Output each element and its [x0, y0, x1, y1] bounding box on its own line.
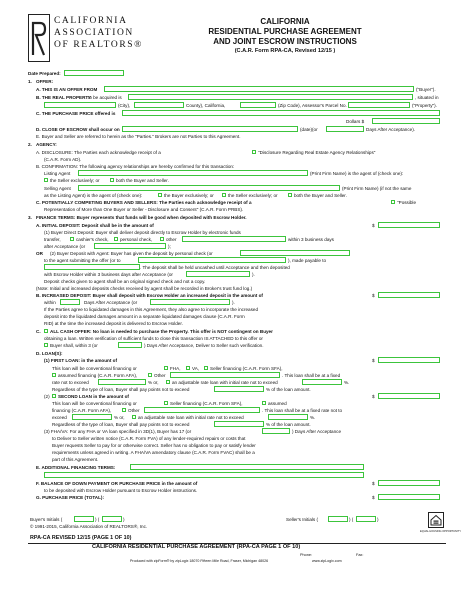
other-financing-checkbox[interactable]: [148, 373, 152, 377]
additional-financing-field[interactable]: [130, 464, 364, 470]
selling-buyer-label: the Buyer exclusively; or: [164, 193, 214, 198]
s1d-label: D. CLOSE OF ESCROW shall occur on: [36, 127, 120, 132]
assumed-financing-checkbox[interactable]: [52, 373, 56, 377]
fha-checkbox[interactable]: [164, 366, 168, 370]
date-prepared-label: Date Prepared:: [28, 71, 61, 76]
listing-agent-label: Listing Agent: [44, 171, 71, 176]
s3c-line2: obtaining a loan. Written verification of sufficient funds to close this transaction IS ATTACHED to this offer or: [44, 336, 263, 341]
s3a2-held: . The deposit shall be held uncashed until Acceptance and then deposited: [140, 265, 290, 270]
s3d1-arm-pct: %.: [344, 380, 350, 385]
increased-deposit-days-field[interactable]: [60, 299, 80, 305]
s3d3-line4: requirements unless agreed in writing. A FHA/VA amendatory clause (C.A.R. Form FVAC) shall be a: [52, 450, 255, 455]
listing-both-label: both the Buyer and Seller.: [116, 178, 169, 183]
s1b-end: , situated in: [415, 95, 439, 100]
other-payment-label: other: [166, 237, 177, 242]
s1a-label: A. THIS IS AN OFFER FROM: [36, 87, 98, 92]
county-field[interactable]: [134, 102, 184, 108]
assumed-financing-label: assumed financing (C.A.R. Form AFA),: [58, 373, 138, 378]
selling-buyer-checkbox[interactable]: [158, 193, 162, 197]
s3d2-fixed: . This loan shall be at a fixed rate not to: [262, 408, 343, 413]
second-other-label: Other: [128, 408, 140, 413]
initial-deposit-field[interactable]: [378, 222, 440, 228]
s3d2-arm: an adjustable rate loan with initial rate not to exceed: [138, 415, 244, 420]
s3f-dollar: $: [372, 481, 375, 486]
balance-down-payment-field[interactable]: [378, 480, 440, 486]
selling-agent-field[interactable]: [78, 185, 340, 191]
s1d-mid: (date)(or: [300, 127, 318, 132]
personal-check-checkbox[interactable]: [114, 237, 118, 241]
s3g-dollar: $: [372, 495, 375, 500]
form-title-2: RESIDENTIAL PURCHASE AGREEMENT: [208, 27, 362, 36]
listing-seller-checkbox[interactable]: [44, 178, 48, 182]
selling-agent-end: (Print Firm Name) (if not the same: [342, 186, 412, 191]
phone-label: Phone:: [300, 553, 313, 557]
fax-label: Fax:: [356, 553, 364, 557]
s3f-line2: to be deposited with Escrow Holder pursuant to Escrow Holder instructions.: [44, 488, 198, 493]
listing-seller-label: the Seller exclusively; or: [50, 178, 100, 183]
s3d2-rate-mid: % or,: [114, 415, 125, 420]
cashiers-check-checkbox[interactable]: [70, 237, 74, 241]
seller-initials-1-field[interactable]: [328, 516, 348, 522]
copyright-text: © 1991-2015, California Association of REALTORS®, Inc.: [30, 524, 148, 529]
s3a2-text: (2) Buyer Deposit with Agent: Buyer has given the deposit by personal check (or: [50, 251, 213, 256]
s3d2-num: (2): [44, 394, 50, 399]
assoc-line1: CALIFORNIA: [54, 16, 128, 26]
s3d1-arm: an adjustable rate loan with initial rate not to exceed: [172, 380, 278, 385]
form-title-1: CALIFORNIA: [260, 17, 310, 26]
city-field[interactable]: [44, 102, 116, 108]
second-seller-financing-label: Seller financing (C.A.R. Form SFA),: [170, 401, 243, 406]
s3a2-escrow-end: ).: [252, 272, 255, 277]
all-cash-checkbox[interactable]: [44, 329, 48, 333]
buyer-initials-1-field[interactable]: [74, 516, 94, 522]
s3g-label: G. PURCHASE PRICE (TOTAL):: [36, 495, 104, 500]
s2c-line2: Representation of More than One Buyer or Seller - Disclosure and Consent" (C.A.R. Form PRBS).: [44, 207, 244, 212]
s3a1-within: within 3 business days: [288, 237, 334, 242]
s3a1-text: (1) Buyer Direct Deposit: Buyer shall deliver deposit directly to Escrow Holder by electronic funds: [44, 230, 241, 235]
s3e-label: E. ADDITIONAL FINANCING TERMS:: [36, 465, 116, 470]
seller-initials-end: ): [377, 517, 379, 522]
first-loan-points-field[interactable]: [214, 386, 264, 392]
agent-deposit-days-field[interactable]: [186, 271, 250, 277]
s3b-line3: If the Parties agree to liquidated damages in this Agreement, they also agree to incorporate the increased: [44, 307, 258, 312]
buyer-initials-label: Buyer's Initials (: [30, 517, 63, 522]
s3d1-conv: This loan will be conventional financing or: [52, 366, 137, 371]
s3d2-points: Regardless of the type of loan, Buyer shall pay points not to exceed: [52, 422, 190, 427]
s3d2-points-end: % of the loan amount.: [266, 422, 311, 427]
s3d2-conv: This loan will be conventional financing or: [52, 401, 137, 406]
s3c-line3: Buyer shall, within 3 (or: [50, 343, 98, 348]
buyer-initials-mid: ) (: [95, 517, 100, 522]
additional-financing-line2-field[interactable]: [44, 472, 364, 478]
second-assumed-checkbox[interactable]: [262, 401, 266, 405]
listing-agent-field[interactable]: [78, 170, 308, 176]
first-loan-arm-rate-field[interactable]: [302, 379, 342, 385]
s3c-text: ALL CASH OFFER: No loan is needed to purchase the Property. This offer is NOT contingent on Buyer: [50, 329, 273, 334]
seller-initials-mid: ) (: [349, 517, 354, 522]
other-financing-label: Other: [154, 373, 166, 378]
second-loan-points-field[interactable]: [214, 421, 264, 427]
s2-title: AGENCY:: [36, 142, 57, 147]
s3b-line5: RID) at the time the increased deposit is delivered to Escrow Holder.: [44, 321, 183, 326]
s3-num: 3.: [28, 215, 32, 220]
s1b-county-label: County), California,: [186, 103, 226, 108]
s3a-note: (Note: Initial and increased deposits checks received by agent shall be recorded in Broker's trust fund log.): [36, 286, 253, 291]
s3d1-points-end: % of the loan amount.: [266, 387, 311, 392]
selling-agent-label: Selling Agent: [44, 186, 71, 191]
second-loan-fixed-rate-field[interactable]: [72, 414, 112, 420]
s3a1-after-end: );: [168, 244, 171, 249]
s3f-label: F. BALANCE OF DOWN PAYMENT OR PURCHASE PRICE in the amount of: [36, 481, 198, 486]
selling-seller-checkbox[interactable]: [222, 193, 226, 197]
first-loan-fixed-rate-field[interactable]: [98, 379, 146, 385]
second-loan-amount-field[interactable]: [378, 393, 440, 399]
s3c-line3-end: ) Days After Acceptance, Deliver to Seller such verification.: [144, 343, 264, 348]
s3b-line4: deposit into the liquidated damages amount in a separate liquidated damages clause (C.A.R. Form: [44, 314, 245, 319]
s1b-rest: to be acquired is: [88, 95, 122, 100]
second-loan-arm-rate-field[interactable]: [268, 414, 308, 420]
property-address-field[interactable]: [128, 94, 413, 100]
s1b-label: B. THE REAL PROPERTY: [36, 95, 92, 100]
second-other-checkbox[interactable]: [122, 408, 126, 412]
fha-label: FHA,: [170, 366, 181, 371]
logo-mark: [28, 14, 50, 62]
s3d1-rate: rate not to exceed: [52, 380, 89, 385]
s3c-letter: C.: [36, 329, 41, 334]
form-subtitle: (C.A.R. Form RPA-CA, Revised 12/15 ): [234, 48, 336, 54]
s3a2-escrow: with Escrow Holder within 3 business days after Acceptance (or: [44, 272, 173, 277]
s3d2-dollar: $: [372, 394, 375, 399]
s3d3-text: (3) FHA/VA: For any FHA or VA loan specified in 3D(1), Buyer has 17 (or: [44, 429, 192, 434]
va-checkbox[interactable]: [186, 366, 190, 370]
s1-title: OFFER:: [36, 79, 54, 84]
s1c-label: C. THE PURCHASE PRICE offered is: [36, 111, 116, 116]
increased-deposit-field[interactable]: [378, 292, 440, 298]
deposit-days-field[interactable]: [94, 243, 166, 249]
parcel-field[interactable]: [348, 102, 410, 108]
s3a2-original: Deposit checks given to agent shall be an original signed check and not a copy.: [44, 279, 206, 284]
date-prepared-field[interactable]: [64, 70, 124, 76]
s3b-days-end: ).: [232, 300, 235, 305]
s2c-text: C. POTENTIALLY COMPETING BUYERS AND SELLERS: The Parties each acknowledge receipt of a: [36, 200, 252, 205]
s3a-or: OR: [36, 251, 43, 256]
seller-financing-label: Seller financing (C.A.R. Form SFA),: [210, 366, 283, 371]
s2b-text: B. CONFIRMATION: The following agency relationships are hereby confirmed for this transaction:: [36, 164, 235, 169]
s3b-days: Days After Acceptance (or: [84, 300, 138, 305]
s1a-end: ("Buyer").: [416, 87, 436, 92]
logo-r-icon: [29, 15, 49, 61]
s3b-within: within: [44, 300, 56, 305]
s3d2-arm-pct: %.: [310, 415, 316, 420]
buyer-name-field[interactable]: [104, 86, 414, 92]
buyer-initials-end: ): [123, 517, 125, 522]
seller-financing-checkbox[interactable]: [204, 366, 208, 370]
other-financing-field[interactable]: [170, 372, 280, 378]
listing-both-checkbox[interactable]: [110, 178, 114, 182]
s3d1-rate-mid: % or,: [148, 380, 159, 385]
s1-num: 1.: [28, 79, 32, 84]
selling-both-checkbox[interactable]: [288, 193, 292, 197]
s3a2-payable: ), made payable to: [288, 258, 327, 263]
cashiers-check-label: cashier's check,: [76, 237, 109, 242]
s3d3-end: ) Days After Acceptance: [292, 429, 342, 434]
s1c-dollars: Dollars $: [346, 119, 365, 124]
s1b-city-label: (City),: [118, 103, 131, 108]
second-loan-checkbox[interactable]: [52, 394, 56, 398]
s3d2-label: SECOND LOAN in the amount of: [58, 394, 129, 399]
s3d1-label: (1) FIRST LOAN: in the amount of: [44, 358, 117, 363]
buyer-initials-2-field[interactable]: [102, 516, 122, 522]
second-assumed-label: assumed: [268, 401, 287, 406]
s3d2-afa: financing (C.A.R. Form AFA),: [52, 408, 112, 413]
selling-seller-label: the Seller exclusively; or: [228, 193, 278, 198]
s3a2-to-agent: to the agent submitting the offer (or to: [44, 258, 121, 263]
fha-va-days-field[interactable]: [262, 428, 290, 434]
verification-days-field[interactable]: [118, 342, 142, 348]
s2a-text: A. DISCLOSURE: The Parties each acknowledge receipt of a: [36, 150, 161, 155]
s1b-property-label: ("Property").: [412, 103, 437, 108]
s2c-checkbox[interactable]: [391, 200, 395, 204]
payee-field[interactable]: [44, 264, 140, 270]
other-payment-field[interactable]: [182, 236, 286, 242]
form-title-3: AND JOINT ESCROW INSTRUCTIONS: [213, 37, 357, 46]
close-date-field[interactable]: [122, 126, 298, 132]
revision-label: RPA-CA REVISED 12/15 (PAGE 1 OF 10): [30, 535, 132, 541]
s3d1-points: Regardless of the type of loan, Buyer shall pay points not to exceed: [52, 387, 190, 392]
s3a-dollar: $: [372, 223, 375, 228]
s1e-text: E. Buyer and Seller are referred to herein as the "Parties." Brokers are not Parties to this Agreement.: [36, 134, 241, 139]
s2a-line2: (C.A.R. Form AD).: [44, 157, 82, 162]
s3d3-line2: to Deliver to Seller written notice (C.A.R. Form FVA) of any lender-required repairs or costs that: [52, 436, 246, 441]
s2a-end: "Disclosure Regarding Real Estate Agency Relationships": [258, 150, 376, 155]
close-days-field[interactable]: [326, 126, 364, 132]
assoc-line2: ASSOCIATION: [54, 28, 134, 38]
agent-deposit-form-field[interactable]: [240, 250, 350, 256]
s2c-end: "Possible: [397, 200, 416, 205]
other-payment-checkbox[interactable]: [160, 237, 164, 241]
va-label: VA,: [192, 366, 200, 371]
purchase-price-total-field[interactable]: [378, 494, 440, 500]
logo-text: [54, 15, 164, 51]
s3d1-fixed: . This loan shall be at a fixed: [282, 373, 341, 378]
s1b-zip-label: (Zip Code), Assessor's Parcel No.: [278, 103, 347, 108]
ziplogix-link[interactable]: www.zipLogix.com: [312, 559, 342, 563]
s3d1-dollar: $: [372, 358, 375, 363]
zip-field[interactable]: [240, 102, 276, 108]
assoc-line3: OF REALTORS®: [54, 40, 143, 50]
s1d-end: Days After Acceptance).: [366, 127, 416, 132]
produced-by-text: Produced with zipForm® by zipLogix 18070 Fifteen Mile Road, Fraser, Michigan 48026: [130, 559, 269, 563]
personal-check-label: personal check,: [120, 237, 153, 242]
s3d2-exceed: exceed: [52, 415, 67, 420]
second-other-field[interactable]: [144, 407, 260, 413]
s2a-checkbox[interactable]: [252, 150, 256, 154]
equal-housing-label: EQUAL HOUSING OPPORTUNITY: [420, 530, 461, 533]
first-loan-amount-field[interactable]: [378, 357, 440, 363]
second-seller-financing-checkbox[interactable]: [164, 401, 168, 405]
s3a1-transfer: transfer,: [44, 237, 61, 242]
s3b-label: B. INCREASED DEPOSIT: Buyer shall deposit with Escrow Holder an increased deposit in the amount of: [36, 293, 263, 298]
purchase-price-words-field[interactable]: [122, 110, 440, 116]
listing-agent-end: (Print Firm Name) is the agent of (check one):: [310, 171, 404, 176]
s3d-label: D. LOAN(S):: [36, 351, 63, 356]
bottom-title: CALIFORNIA RESIDENTIAL PURCHASE AGREEMENT (RPA-CA PAGE 1 OF 10): [92, 544, 301, 550]
verification-later-checkbox[interactable]: [44, 343, 48, 347]
seller-initials-label: Seller's Initials (: [286, 517, 319, 522]
seller-initials-2-field[interactable]: [356, 516, 376, 522]
equal-housing-icon: [428, 512, 444, 528]
purchase-price-field[interactable]: [372, 118, 440, 124]
s2-num: 2.: [28, 142, 32, 147]
agent-name-field[interactable]: [138, 257, 286, 263]
s3-title: FINANCE TERMS: Buyer represents that funds will be good when deposited with Escrow Holder.: [36, 215, 247, 220]
selling-both-label: both the Buyer and Seller.: [294, 193, 347, 198]
s3a1-after: after Acceptance (or: [44, 244, 86, 249]
selling-agent-line2: as the Listing Agent) is the agent of (check one):: [44, 193, 143, 198]
increased-deposit-alt-field[interactable]: [150, 299, 230, 305]
first-loan-arm-checkbox[interactable]: [166, 380, 170, 384]
s3d3-line3: Buyer requests Seller to pay for or otherwise correct. Seller has no obligation to pay or satisfy lender: [52, 443, 256, 448]
s3b-dollar: $: [372, 293, 375, 298]
s3d3-line5: part of this Agreement.: [52, 457, 99, 462]
s3a-label: A. INITIAL DEPOSIT: Deposit shall be in the amount of: [36, 223, 154, 228]
second-loan-arm-checkbox[interactable]: [132, 415, 136, 419]
